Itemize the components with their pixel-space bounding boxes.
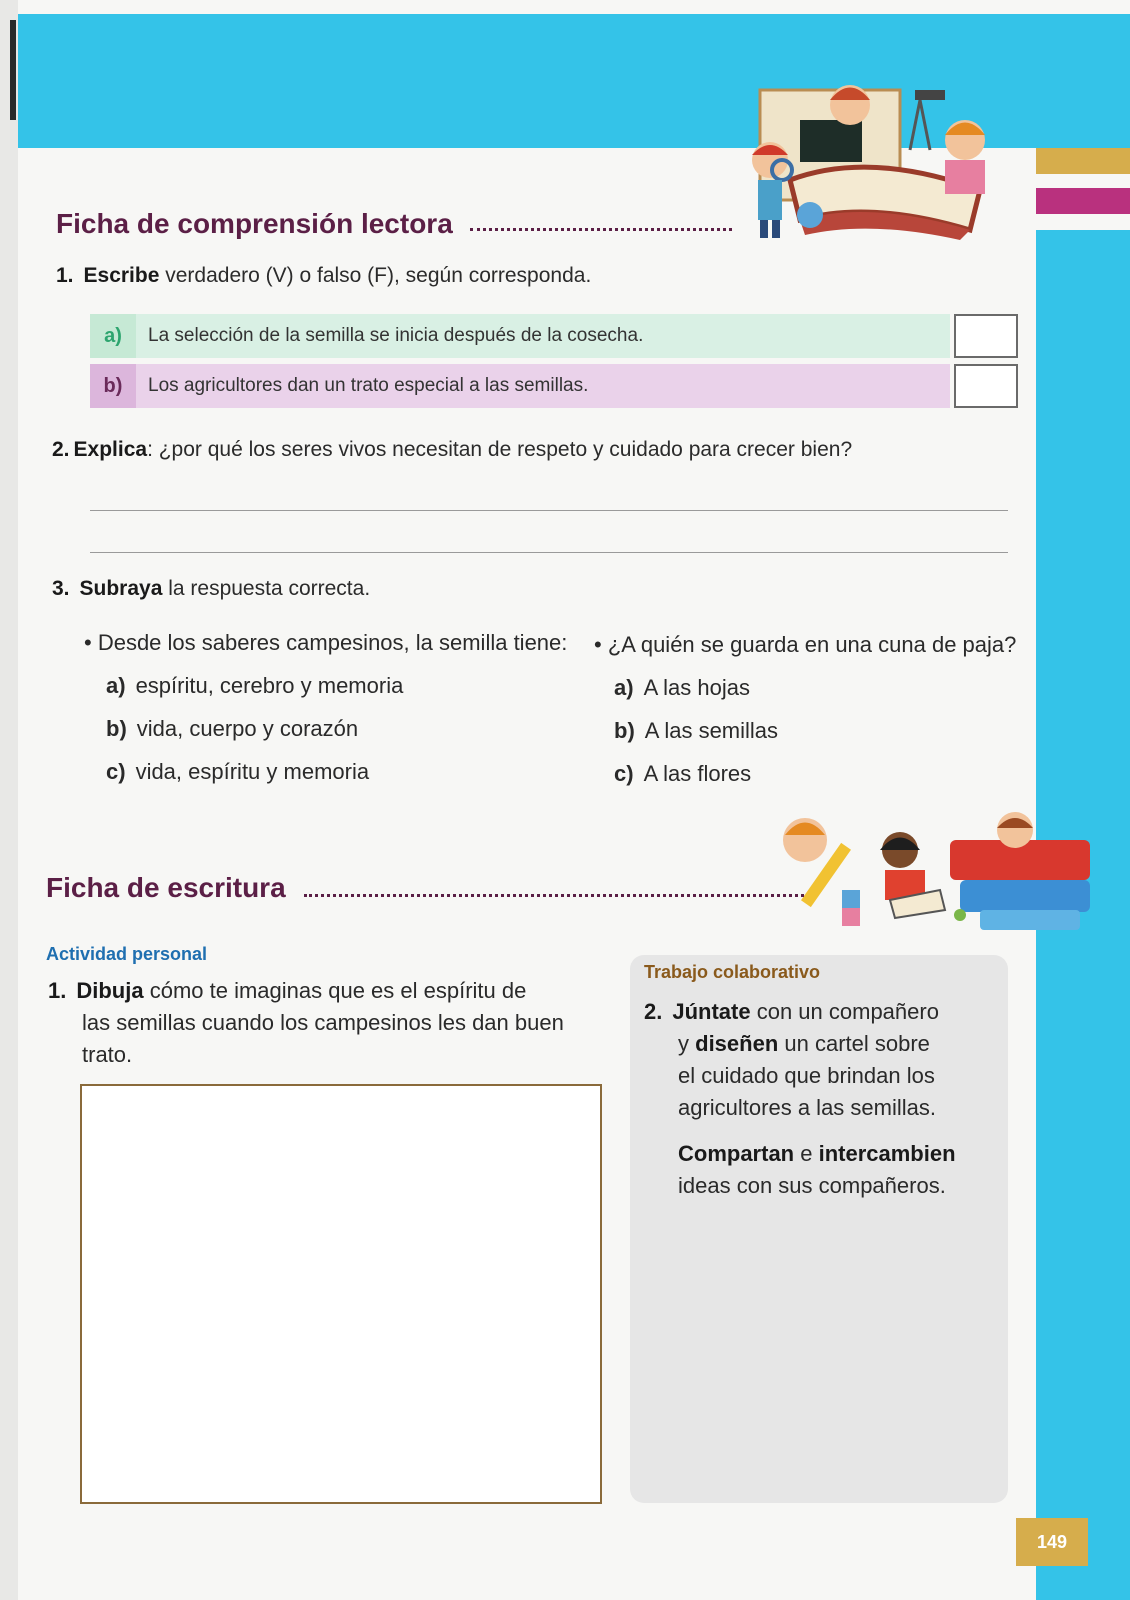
- collaborative-work-label: Trabajo colaborativo: [644, 962, 821, 982]
- option-letter: c): [614, 761, 634, 786]
- question-2: [52, 438, 852, 462]
- kids-writing-illustration: [780, 810, 1100, 940]
- writing-question-2-line4: agricultores a las semillas.: [678, 1095, 936, 1120]
- row-a-statement: La selección de la semilla se inicia después de la cosecha.: [148, 325, 644, 346]
- option-text: A las flores: [643, 761, 752, 786]
- writing-question-2-verb-2: diseñen: [695, 1031, 779, 1056]
- option-letter: a): [106, 673, 126, 698]
- writing-question-1-line3: trato.: [82, 1042, 133, 1067]
- q3-left-question-text: Desde los saberes campesinos, la semilla tiene:: [97, 630, 568, 655]
- question-3: [52, 577, 370, 601]
- answer-line-1[interactable]: [90, 510, 1008, 511]
- question-1: [56, 264, 591, 288]
- kids-reading-illustration: [720, 70, 1020, 245]
- q3-right-option-b[interactable]: [614, 718, 778, 744]
- writing-question-1-number: 1.: [48, 978, 67, 1003]
- title-dotted-leader: [470, 228, 732, 231]
- writing-question-2-line1: con un compañero: [750, 999, 939, 1024]
- true-false-row-a: [90, 314, 950, 358]
- reading-comprehension-title: Ficha de comprensión lectora: [56, 208, 453, 239]
- writing-question-2-line2-pre: y: [678, 1031, 696, 1056]
- writing-question-2-mid: e: [794, 1141, 819, 1166]
- question-2-number: 2.: [52, 438, 70, 461]
- answer-box-a[interactable]: [954, 314, 1018, 358]
- question-3-verb: Subraya: [79, 577, 163, 600]
- q3-right-question: • ¿A quién se guarda en una cuna de paja?: [594, 632, 1017, 657]
- magenta-tab: [1036, 188, 1130, 214]
- row-b-letter: b): [90, 364, 136, 408]
- option-letter: c): [106, 759, 126, 784]
- option-text: A las hojas: [643, 675, 750, 700]
- writing-question-2-verb-4: intercambien: [818, 1141, 956, 1166]
- q3-left-option-b[interactable]: [106, 716, 358, 742]
- writing-question-2-line3: el cuidado que brindan los: [678, 1063, 935, 1088]
- q3-left-option-c[interactable]: [106, 759, 369, 785]
- q3-right-option-c[interactable]: [614, 761, 751, 787]
- question-2-text: : ¿por qué los seres vivos necesitan de respeto y cuidado para crecer bien?: [147, 438, 853, 461]
- option-letter: b): [614, 718, 635, 743]
- page-number: 149: [1016, 1518, 1088, 1566]
- writing-question-2-line6: ideas con sus compañeros.: [678, 1173, 946, 1198]
- row-b-statement: Los agricultores dan un trato especial a las semillas.: [148, 375, 589, 396]
- writing-question-2-verb-1: Júntate: [672, 999, 751, 1024]
- option-letter: a): [614, 675, 634, 700]
- writing-question-1-line1: cómo te imaginas que es el espíritu de: [143, 978, 527, 1003]
- writing-section-title: Ficha de escritura: [46, 872, 286, 903]
- drawing-area[interactable]: [80, 1084, 602, 1504]
- question-3-text: la respuesta correcta.: [162, 577, 371, 600]
- writing-question-1-line2: las semillas cuando los campesinos les dan buen: [82, 1010, 564, 1035]
- option-text: vida, espíritu y memoria: [135, 759, 370, 784]
- answer-box-b[interactable]: [954, 364, 1018, 408]
- page-binding-edge: [0, 0, 18, 1600]
- q3-left-option-a[interactable]: [106, 673, 403, 699]
- question-1-number: 1.: [56, 264, 74, 287]
- question-2-verb: Explica: [73, 438, 148, 461]
- q3-right-option-a[interactable]: [614, 675, 750, 701]
- writing-question-2-line2: un cartel sobre: [778, 1031, 930, 1056]
- answer-line-2[interactable]: [90, 552, 1008, 553]
- binding-shadow: [10, 20, 16, 120]
- true-false-row-b: [90, 364, 950, 408]
- personal-activity-label: Actividad personal: [46, 944, 208, 964]
- writing-question-2: [644, 996, 1004, 1124]
- option-letter: b): [106, 716, 127, 741]
- writing-question-1-verb: Dibuja: [76, 978, 144, 1003]
- option-text: A las semillas: [644, 718, 779, 743]
- writing-question-2-share: [678, 1138, 1008, 1202]
- writing-question-2-verb-3: Compartan: [678, 1141, 795, 1166]
- writing-question-2-number: 2.: [644, 999, 663, 1024]
- row-a-letter: a): [90, 314, 136, 358]
- question-1-text: verdadero (V) o falso (F), según corresponda.: [159, 264, 592, 287]
- writing-dotted-leader: [304, 894, 804, 897]
- gold-tab: [1036, 148, 1130, 174]
- option-text: espíritu, cerebro y memoria: [135, 673, 404, 698]
- q3-left-question: • Desde los saberes campesinos, la semilla tiene:: [84, 630, 568, 655]
- writing-question-1: [48, 975, 608, 1071]
- q3-right-question-text: ¿A quién se guarda en una cuna de paja?: [607, 632, 1017, 657]
- question-3-number: 3.: [52, 577, 70, 600]
- question-1-verb: Escribe: [83, 264, 160, 287]
- option-text: vida, cuerpo y corazón: [136, 716, 359, 741]
